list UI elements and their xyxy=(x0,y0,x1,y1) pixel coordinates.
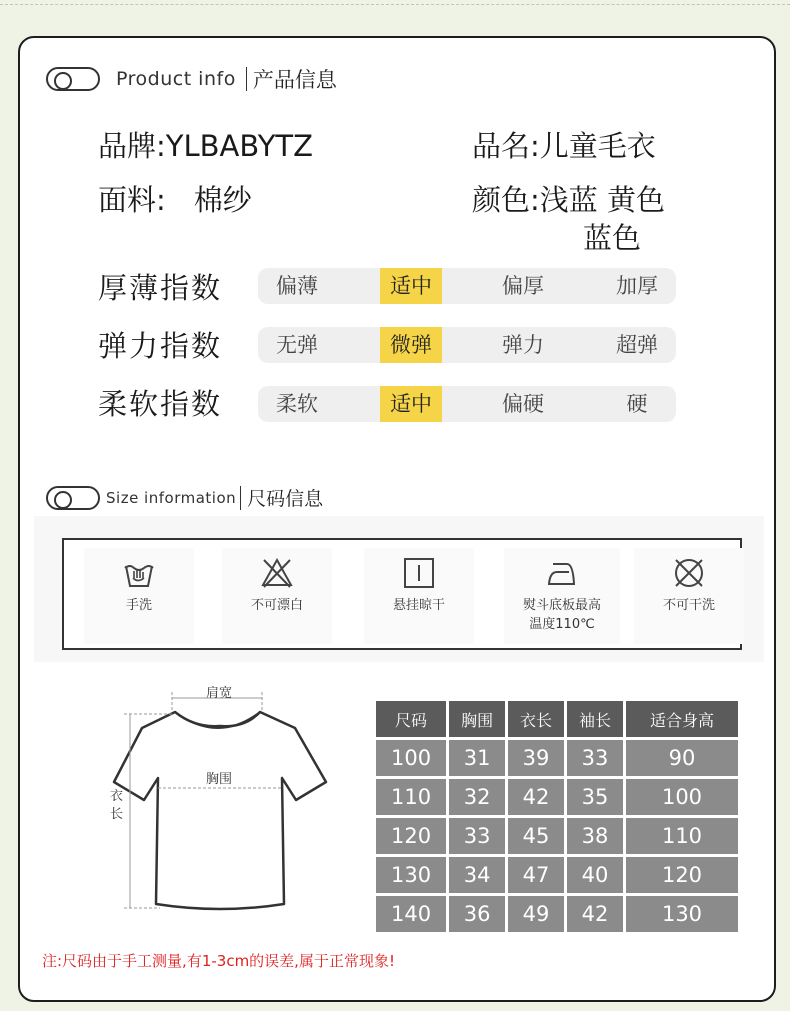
care-item-hand-wash xyxy=(84,548,194,644)
no-tumble-dry-icon xyxy=(672,556,706,590)
table-cell: 36 xyxy=(449,896,505,932)
table-cell: 110 xyxy=(626,818,738,854)
elasticity-option: 无弹 xyxy=(276,333,318,357)
table-header-cell: 衣长 xyxy=(508,701,564,737)
softness-option: 偏硬 xyxy=(502,392,544,416)
table-row xyxy=(376,740,738,776)
product-info-title-cn: 产品信息 xyxy=(252,68,337,92)
table-cell: 45 xyxy=(508,818,564,854)
thickness-option: 偏薄 xyxy=(276,274,318,298)
care-label: 手洗 xyxy=(125,598,152,613)
table-row xyxy=(376,896,738,932)
care-item-iron xyxy=(504,548,620,644)
table-header-row xyxy=(376,701,738,737)
care-panel xyxy=(62,538,742,650)
size-info-title-en: Size information xyxy=(106,488,237,507)
table-row xyxy=(376,779,738,815)
softness-option: 柔软 xyxy=(276,392,318,416)
size-info-heading xyxy=(46,484,323,511)
softness-option-selected: 适中 xyxy=(380,386,442,422)
material-label: 面料: xyxy=(98,183,166,217)
name-row xyxy=(472,124,656,165)
care-label: 温度110℃ xyxy=(529,617,595,632)
thickness-option: 加厚 xyxy=(616,274,658,298)
elasticity-option: 超弹 xyxy=(616,333,658,357)
table-cell: 100 xyxy=(626,779,738,815)
table-row xyxy=(376,818,738,854)
table-cell: 35 xyxy=(567,779,623,815)
table-header-cell: 适合身高 xyxy=(626,701,738,737)
table-cell: 38 xyxy=(567,818,623,854)
table-cell: 140 xyxy=(376,896,446,932)
table-cell: 130 xyxy=(376,857,446,893)
softness-index-bar xyxy=(258,386,676,422)
care-item-no-dry-clean xyxy=(634,548,744,644)
thickness-index-label: 厚薄指数 xyxy=(98,271,223,305)
color-value-line1: 浅蓝 黄色 xyxy=(539,183,665,217)
heading-divider xyxy=(240,486,241,510)
elasticity-index-label: 弹力指数 xyxy=(98,329,223,363)
name-label: 品名: xyxy=(472,129,540,163)
name-value: 儿童毛衣 xyxy=(539,129,656,163)
no-bleach-icon xyxy=(260,556,294,590)
softness-index-label: 柔软指数 xyxy=(98,387,223,421)
table-cell: 90 xyxy=(626,740,738,776)
toggle-icon xyxy=(46,486,100,510)
table-cell: 120 xyxy=(376,818,446,854)
table-cell: 34 xyxy=(449,857,505,893)
table-cell: 42 xyxy=(508,779,564,815)
table-cell: 40 xyxy=(567,857,623,893)
thickness-option: 偏厚 xyxy=(502,274,544,298)
table-cell: 47 xyxy=(508,857,564,893)
table-cell: 42 xyxy=(567,896,623,932)
diagram-length-label: 衣长 xyxy=(110,789,124,822)
color-row xyxy=(472,178,665,219)
size-table xyxy=(373,698,741,935)
thickness-option-selected: 适中 xyxy=(380,268,442,304)
care-label: 不可干洗 xyxy=(662,598,715,613)
table-cell: 120 xyxy=(626,857,738,893)
toggle-icon xyxy=(46,67,100,91)
diagram-shoulder-label: 肩宽 xyxy=(206,686,233,701)
care-label: 不可漂白 xyxy=(250,598,303,613)
care-label: 悬挂晾干 xyxy=(392,598,445,613)
table-header-cell: 胸围 xyxy=(449,701,505,737)
table-header-cell: 尺码 xyxy=(376,701,446,737)
elasticity-option-selected: 微弹 xyxy=(380,327,442,363)
thickness-index-bar xyxy=(258,268,676,304)
iron-icon xyxy=(545,556,579,590)
table-cell: 39 xyxy=(508,740,564,776)
hang-dry-icon xyxy=(402,556,436,590)
brand-row xyxy=(98,124,313,165)
table-cell: 33 xyxy=(449,818,505,854)
table-cell: 130 xyxy=(626,896,738,932)
material-row xyxy=(98,178,252,219)
measurement-note: 注:尺码由于手工测量,有1-3cm的误差,属于正常现象! xyxy=(42,952,395,970)
heading-divider xyxy=(246,67,247,91)
hand-wash-icon xyxy=(122,556,156,590)
elasticity-option: 弹力 xyxy=(502,333,544,357)
tshirt-outline-icon xyxy=(100,678,330,928)
garment-diagram xyxy=(100,678,330,928)
table-cell: 31 xyxy=(449,740,505,776)
product-card xyxy=(18,36,776,1002)
size-info-title-cn: 尺码信息 xyxy=(247,488,324,510)
table-cell: 110 xyxy=(376,779,446,815)
top-divider xyxy=(0,4,790,5)
color-label: 颜色: xyxy=(472,183,540,217)
product-info-heading xyxy=(46,64,337,94)
product-info-title-en: Product info xyxy=(116,68,236,90)
diagram-chest-label: 胸围 xyxy=(206,772,233,787)
table-cell: 100 xyxy=(376,740,446,776)
table-cell: 49 xyxy=(508,896,564,932)
table-row xyxy=(376,857,738,893)
color-value-line2: 蓝色 xyxy=(583,221,642,255)
elasticity-index-bar xyxy=(258,327,676,363)
brand-label: 品牌: xyxy=(98,129,166,163)
table-cell: 33 xyxy=(567,740,623,776)
material-value: 棉纱 xyxy=(193,183,252,217)
care-item-hang-dry xyxy=(364,548,474,644)
brand-value: YLBABYTZ xyxy=(165,129,313,163)
softness-option: 硬 xyxy=(626,392,648,416)
table-header-cell: 袖长 xyxy=(567,701,623,737)
table-cell: 32 xyxy=(449,779,505,815)
care-item-no-bleach xyxy=(222,548,332,644)
care-label: 熨斗底板最高 xyxy=(522,598,601,613)
